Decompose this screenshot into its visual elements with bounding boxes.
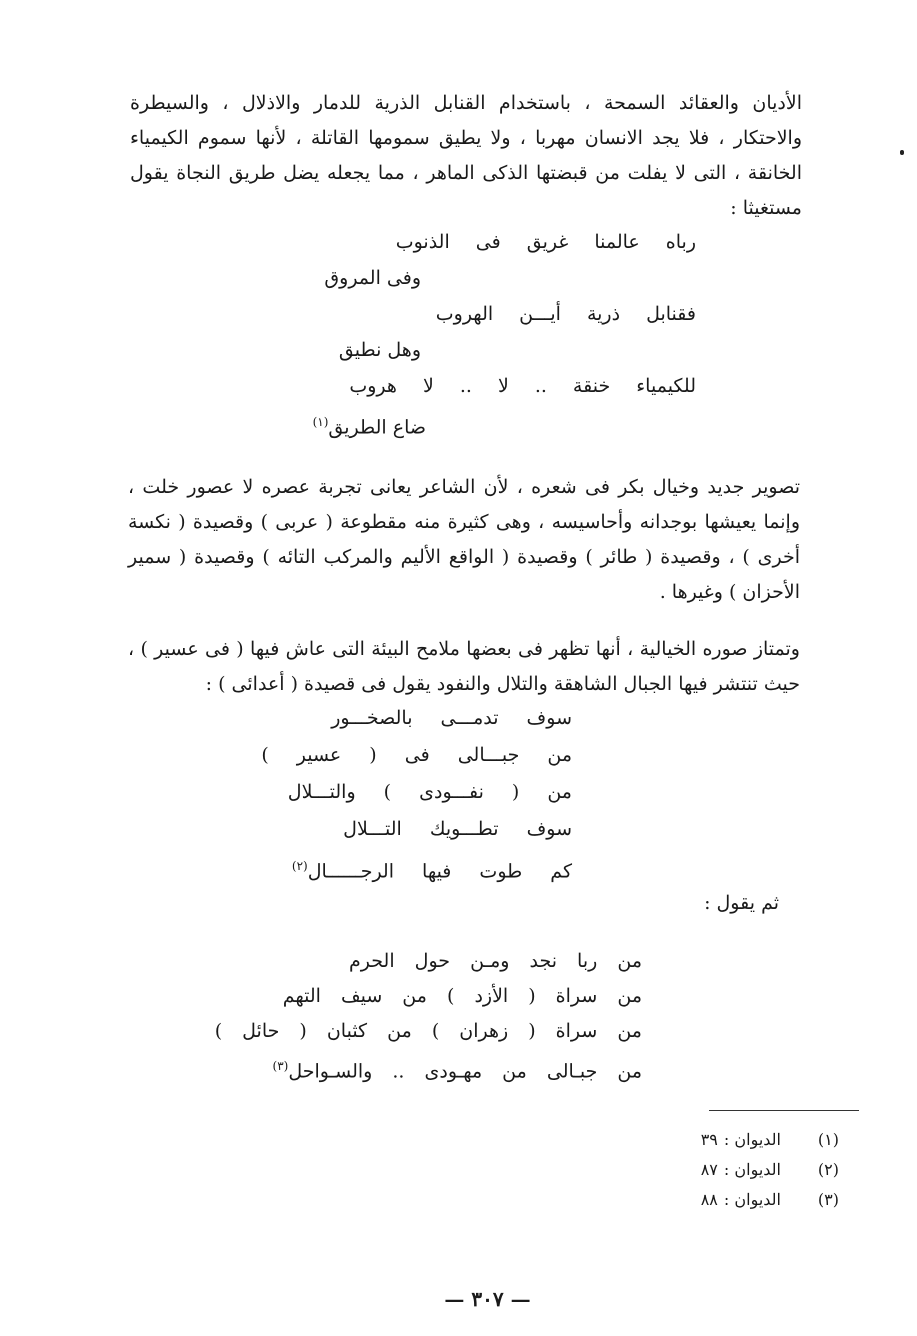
footnote-page: ٨٨ xyxy=(700,1190,718,1209)
transition-text: ثم يقول : xyxy=(704,892,779,914)
poem1-line-6 xyxy=(313,404,696,445)
poem1-line-2: وفى المروق xyxy=(324,267,421,289)
footnotes-list xyxy=(701,1125,839,1215)
footnote-item xyxy=(701,1155,839,1185)
footnote-page: ٨٧ xyxy=(700,1160,718,1179)
footnote-number: (٣) xyxy=(817,1190,839,1209)
poem2-line-3: من ( نفـــودى ) والتـــلال xyxy=(287,781,572,803)
footnote-page: ٣٩ xyxy=(700,1130,718,1149)
footnote-ref-1: (١) xyxy=(312,415,329,429)
footnote-ref-3: (٣) xyxy=(272,1059,289,1073)
poem2-line-5 xyxy=(261,848,572,890)
poem2-line-1: سوف تدمـــى بالصخـــور xyxy=(331,707,572,729)
poem1-line-3: فقنابل ذرية أيـــن الهروب xyxy=(435,303,696,325)
footnote-ref-2: (٢) xyxy=(291,859,308,873)
paragraph-environment: وتمتاز صوره الخيالية ، أنها تظهر فى بعضها ملامح البيئة التى عاش فيها ( فى عسير ) ، حيث تنتشر فيها الجبال الشاهقة والتلال والنفود يقول فى قصيدة ( أعدائى ) : xyxy=(128,638,800,695)
poem-stanza-1 xyxy=(313,224,696,445)
poem3-line-4 xyxy=(215,1049,642,1089)
page-number: — ٣٠٧ — xyxy=(444,1287,531,1311)
margin-mark xyxy=(900,150,904,155)
footnote-item xyxy=(701,1125,839,1155)
poem-stanza-3 xyxy=(215,944,642,1089)
poem3-line-4-text: من جبـالى من مهـودى .. والسـواحل xyxy=(288,1060,642,1083)
poem2-line-4: سوف تطـــويك التـــلال xyxy=(343,818,572,840)
footnote-item xyxy=(701,1185,839,1215)
poem-stanza-2 xyxy=(261,700,572,890)
poem3-line-2: من سراة ( الأزد ) من سيف التهم xyxy=(282,985,642,1007)
poem2-line-5-text: كم طوت فيها الرجــــــال xyxy=(307,860,572,883)
footnote-number: (٢) xyxy=(817,1160,839,1179)
footnote-number: (١) xyxy=(817,1130,839,1149)
poem1-line-5: للكيمياء خنقة .. لا .. لا هروب xyxy=(349,375,696,397)
poem1-line-6-text: ضاع الطريق xyxy=(328,416,426,439)
footnote-source: الديوان : xyxy=(723,1130,781,1149)
paragraph-imagery: تصوير جديد وخيال بكر فى شعره ، لأن الشاعر يعانى تجربة عصره لا عصور خلت ، وإنما يعيشها بوجدانه وأحاسيسه ، وهى كثيرة منه مقطوعة ( عربى ) وقصيدة ( نكسة أخرى ) ، وقصيدة ( طائر ) وقصيدة ( الواقع الأليم والمركب التائه ) وقصيدة ( سمير الأحزان ) وغيرها . xyxy=(128,476,800,603)
footnote-divider xyxy=(709,1110,859,1111)
poem1-line-4: وهل نطيق xyxy=(338,339,421,361)
poem1-line-1: رباه عالمنا غريق فى الذنوب xyxy=(395,231,696,253)
paragraph-intro: الأديان والعقائد السمحة ، باستخدام القنابل الذرية للدمار والاذلال ، والسيطرة والاحتكار ، فلا يجد الانسان مهربا ، ولا يطيق سمومها القاتلة ، لأنها سموم الكيمياء الخانقة ، التى لا يفلت من قبضتها الذكى الماهر ، مما يجعله يضل طريق النجاة يقول مستغيثا : xyxy=(130,92,802,219)
poem3-line-1: من ربا نجد ومـن حول الحرم xyxy=(349,950,642,972)
poem3-line-3: من سراة ( زهران ) من كثبان ( حائل ) xyxy=(214,1020,642,1042)
poem2-line-2: من جبـــالى فى ( عسير ) xyxy=(261,744,572,766)
footnote-source: الديوان : xyxy=(723,1160,781,1179)
footnote-source: الديوان : xyxy=(723,1190,781,1209)
